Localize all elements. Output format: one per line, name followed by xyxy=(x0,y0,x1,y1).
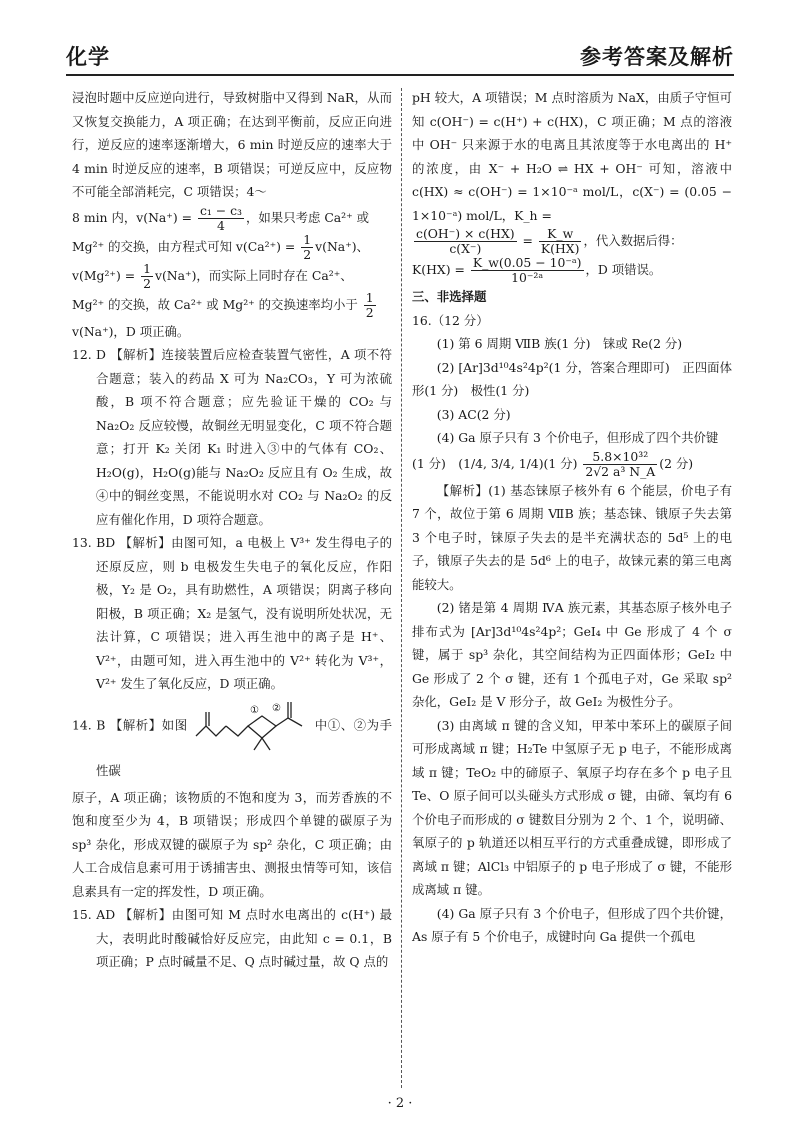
answer-3: (3) AC(2 分) xyxy=(436,406,511,422)
q14-rest: 原子，A 项正确；该物质的不饱和度为 3，而芳香族的不饱和度至少为 4，B 项错误；形成四个单键的碳原子为 sp³ 杂化，形成双键的碳原子为 sp² 杂化，C 项正确；由人工合成信息素可用于诱捕害虫、测报虫情等可知，该信息素具有一定的挥发性，D 项正确。 xyxy=(72,789,392,899)
section-heading: 三、非选择题 xyxy=(412,289,487,304)
answer-4: (4) Ga 原子只有 3 个价电子，但形成了四个共价键 xyxy=(436,430,719,445)
explanation-3: (3) 由离域 π 键的含义知，甲苯中苯环上的碳原子间可形成离域 π 键；H₂Te 中氢原子无 p 电子，不能形成离域 π 键；TeO₂ 中的碲原子、氧原子均存在多个 p 电子且 Te、O 原子间可以头碰头方式形成 σ 键，由碲、氧均有 6 个价电子而形成的 σ 键数目分别为 2 个、1 个，说明碲、氧原子的 p 轨道还以相互平行的方式重叠成键，即形成了离域 π 键；AlCl₃ 中铝原子的 p 电子形成了 σ 键，不能形成离域 π 键。 xyxy=(412,717,732,897)
svg-text:①: ① xyxy=(250,704,260,716)
subject-title: 化学 xyxy=(66,45,110,69)
kh-expression: $\frac{c(OH^-) \times c(HX)}{c(X^-)}$ = $\frac{K\_w}{K(HX)}$ ，代入数据后得： xyxy=(416,226,683,256)
q11-end: v(Na⁺)，D 项正确。 xyxy=(72,323,190,339)
q11-last-line: Mg²⁺ 的交换，故 Ca²⁺ 或 Mg²⁺ 的交换速率均小于 $\frac{1}{2}$ xyxy=(72,289,374,320)
q11-mg-line: Mg²⁺ 的交换，由方程式可知 v(Ca²⁺) = $\frac{1}{2}$ v(Na⁺)、 xyxy=(72,231,369,262)
q12-answer: 12. D 【解析】连接装置后应检查装置气密性，A 项不符合题意；装入的药品 X 可为 Na₂CO₃，Y 可为浓硫酸，B 项不符合题意；应先验证干燥的 CO₂ 与 Na₂O₂ 反应较慢，故铜丝无明显变化，C 项不符合题意；打开 K₂ 关闭 K₁ 时进入③中的气体有 CO₂、H₂O(g)，H₂O(g)能与 Na₂O₂ 反应且有 O₂ 生成，故④中的铜丝变黑，不能说明水对 CO₂ 与 Na₂O₂ 的反应有催化作用，D 项符合题意。 xyxy=(72,347,392,527)
q14-answer: 14. B 【解析】如图 ① ② 中①、②为手性碳 xyxy=(72,696,392,786)
kha-expression: K(HX) = $\frac{\text{K\_w(0.05 − 10⁻ᵃ)}}{\text{10⁻²ᵃ}}$ ，D 项错误。 xyxy=(412,255,662,285)
answer-2: (2) [Ar]3d¹⁰4s²4p²(1 分，答案合理即可) 正四面体形(1 分) 极性(1 分) xyxy=(412,359,732,398)
q11-v-line: v(Mg²⁺) = $\frac{1}{2}$ v(Na⁺)，而实际上同时存在 Ca²⁺、 xyxy=(72,260,353,291)
answer-1: (1) 第 6 周期 ⅦB 族(1 分) 铼或 Re(2 分) xyxy=(436,336,683,351)
q15-answer: 15. AD 【解析】由图可知 M 点时水电离出的 c(H⁺) 最大，表明此时酸碱恰好反应完，由此知 c = 0.1，B 项正确；P 点时碱量不足、Q 点时碱过量，故 Q 点的 xyxy=(72,907,392,969)
q16-title: 16.（12 分） xyxy=(412,312,489,328)
page-number: · 2 · xyxy=(387,1096,413,1111)
q15-continuation: pH 较大，A 项错误；M 点时溶质为 NaX，由质子守恒可知 c(OH⁻) = c(H⁺) + c(HX)，C 项正确；M 点的溶液中 OH⁻ 只来源于水的电离且其浓度等于水电离出的 H⁺ 的浓度，由 X⁻ + H₂O ⇌ HX + OH⁻ 可知，溶液中 c(HX) ≈ c(OH⁻) = 1×10⁻ᵃ mol/L，c(X⁻) = (0.05 − 1×10⁻ᵃ) mol/L，K_h = xyxy=(412,90,732,223)
right-column xyxy=(412,86,732,949)
explanation-4: (4) Ga 原子只有 3 个价电子，但形成了四个共价键，As 原子有 5 个价电子，成键时向 Ga 提供一个孤电 xyxy=(412,905,732,944)
explanation-1: 【解析】(1) 基态铼原子核外有 6 个能层，价电子有 7 个，故位于第 6 周期 ⅦB 族；基态铼、锇原子失去第 3 个电子时，铼原子失去的是半充满状态的 5d⁵ 上的电子，锇原子失去的是 5d⁶ 上的电子，故铼元素的第三电离能较大。 xyxy=(412,482,732,592)
left-column xyxy=(72,86,392,974)
q11-rate-line: 8 min 内，v(Na⁺) = $\frac{\text{c₁ − c₃}}{4}$ ，如果只考虑 Ca²⁺ 或 xyxy=(72,202,370,233)
half-fraction-3: $\frac{1}{2}$ xyxy=(365,289,374,320)
q11-continuation: 浸泡时题中反应逆向进行，导致树脂中又得到 NaR，从而又恢复交换能力，A 项正确；在达到平衡前，反应正向进行，逆反应的速率逐渐增大，6 min 时逆反应的速率大于 4 min 时逆反应的速率，B 项错误；可逆反应中，反应物不可能全部消耗完，C 项错误；4～ xyxy=(72,90,392,199)
answer-4b: (1 分) (1/4, 3/4, 1/4)(1 分) $\frac{\text{5.8×10³²}}{\text{2√2 a³ N\_A}}$ (2 分) xyxy=(412,448,694,479)
section-title: 参考答案及解析 xyxy=(580,45,734,69)
half-fraction: $\frac{1}{2}$ xyxy=(303,231,312,262)
molecule-structure-icon xyxy=(192,696,310,756)
page-header xyxy=(66,40,734,76)
svg-text:②: ② xyxy=(272,702,282,714)
column-divider xyxy=(401,88,402,1088)
rate-fraction: $\frac{\text{c₁ − c₃}}{4}$ xyxy=(199,202,243,233)
half-fraction-2: $\frac{1}{2}$ xyxy=(143,260,151,291)
q13-answer: 13. BD 【解析】由图可知，a 电极上 V³⁺ 发生得电子的还原反应，则 b 电极发生失电子的氧化反应，作阳极，Y₂ 是 O₂，具有助燃性，A 项错误；阴离子移向阳极，B 项正确；X₂ 是氢气，没有说明所处状况，无法计算，C 项错误；进入再生池中的离子是 H⁺、V²⁺，由题可知，进入再生池中的 V²⁺ 转化为 V³⁺，V²⁺ 发生了氧化反应，D 项正确。 xyxy=(72,535,392,691)
explanation-2: (2) 锗是第 4 周期 ⅣA 族元素，其基态原子核外电子排布式为 [Ar]3d¹⁰4s²4p²；GeI₄ 中 Ge 形成了 4 个 σ 键，属于 sp³ 杂化，其空间结构为正四面体形；GeI₂ 中 Ge 形成了 2 个 σ 键，还有 1 个孤电子对，Ge 采取 sp² 杂化，GeI₂ 是 V 形分子，故 GeI₂ 为极性分子。 xyxy=(412,600,732,709)
